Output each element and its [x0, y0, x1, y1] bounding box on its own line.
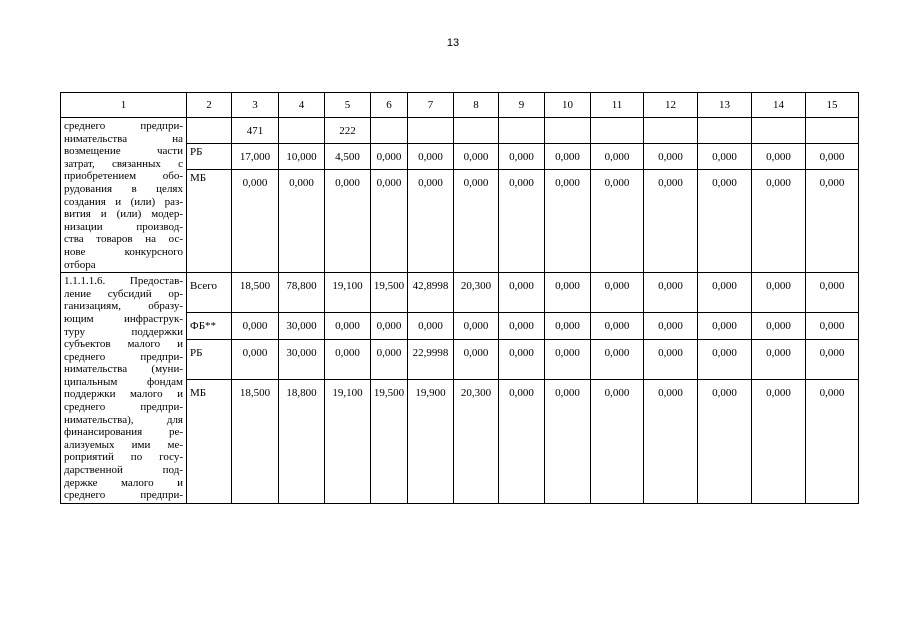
value-cell: 0,000 — [371, 144, 408, 170]
description-line: рудования в целях — [64, 182, 183, 195]
value-cell: 19,100 — [325, 273, 371, 313]
value-cell: 0,000 — [698, 273, 752, 313]
value-cell: 0,000 — [806, 273, 859, 313]
value-cell: 0,000 — [591, 170, 644, 273]
description-line: ление субсидий ор- — [64, 287, 183, 300]
value-cell: 0,000 — [752, 273, 806, 313]
description-line: держке малого и — [64, 476, 183, 489]
value-cell: 0,000 — [644, 340, 698, 380]
value-cell: 0,000 — [545, 380, 591, 504]
value-cell: 0,000 — [545, 170, 591, 273]
description-line: среднего предпри- — [64, 350, 183, 363]
value-cell: 222 — [325, 118, 371, 144]
table-row — [61, 118, 859, 144]
funding-source: МБ — [187, 380, 232, 504]
value-cell: 0,000 — [499, 170, 545, 273]
value-cell: 0,000 — [806, 170, 859, 273]
header-cell: 8 — [454, 93, 499, 118]
value-cell: 0,000 — [644, 273, 698, 313]
value-cell: 0,000 — [454, 144, 499, 170]
value-cell: 0,000 — [232, 313, 279, 340]
value-cell: 0,000 — [698, 170, 752, 273]
value-cell: 0,000 — [545, 340, 591, 380]
funding-source — [187, 118, 232, 144]
value-cell: 0,000 — [232, 170, 279, 273]
value-cell: 18,500 — [232, 273, 279, 313]
funding-source: МБ — [187, 170, 232, 273]
value-cell: 0,000 — [591, 313, 644, 340]
value-cell: 0,000 — [644, 380, 698, 504]
header-cell: 3 — [232, 93, 279, 118]
value-cell: 22,9998 — [408, 340, 454, 380]
header-cell: 10 — [545, 93, 591, 118]
measure-description — [61, 118, 187, 273]
description-line: ющим инфраструк- — [64, 312, 183, 325]
description-line: поддержки малого и — [64, 388, 183, 401]
value-cell: 0,000 — [591, 380, 644, 504]
header-cell: 2 — [187, 93, 232, 118]
value-cell: 0,000 — [499, 273, 545, 313]
description-line: среднего предпри- — [64, 120, 183, 132]
value-cell: 4,500 — [325, 144, 371, 170]
value-cell: 19,500 — [371, 380, 408, 504]
header-cell: 14 — [752, 93, 806, 118]
value-cell: 0,000 — [408, 313, 454, 340]
description-line: ализуемых ими ме- — [64, 438, 183, 451]
value-cell: 0,000 — [698, 313, 752, 340]
header-cell: 12 — [644, 93, 698, 118]
value-cell: 0,000 — [752, 313, 806, 340]
description-line: ципальным фондам — [64, 375, 183, 388]
value-cell: 0,000 — [279, 170, 325, 273]
value-cell: 0,000 — [499, 340, 545, 380]
description-line: среднего предпри- — [64, 489, 183, 502]
description-line: нимательства (муни- — [64, 363, 183, 376]
value-cell: 20,300 — [454, 273, 499, 313]
header-row — [61, 93, 859, 118]
value-cell: 0,000 — [698, 340, 752, 380]
description-line: 1.1.1.1.6. Предостав- — [64, 275, 183, 288]
value-cell — [279, 118, 325, 144]
budget-table — [60, 92, 859, 504]
funding-source: РБ — [187, 144, 232, 170]
value-cell: 0,000 — [752, 144, 806, 170]
value-cell: 17,000 — [232, 144, 279, 170]
value-cell: 0,000 — [232, 340, 279, 380]
value-cell — [454, 118, 499, 144]
value-cell: 0,000 — [325, 170, 371, 273]
header-cell: 11 — [591, 93, 644, 118]
value-cell: 78,800 — [279, 273, 325, 313]
description-line: нове конкурсного — [64, 245, 183, 258]
header-cell: 9 — [499, 93, 545, 118]
value-cell: 0,000 — [454, 313, 499, 340]
header-cell: 5 — [325, 93, 371, 118]
value-cell: 0,000 — [591, 340, 644, 380]
value-cell: 0,000 — [371, 170, 408, 273]
value-cell: 0,000 — [698, 144, 752, 170]
value-cell — [408, 118, 454, 144]
value-cell: 10,000 — [279, 144, 325, 170]
value-cell: 0,000 — [752, 170, 806, 273]
value-cell: 0,000 — [806, 380, 859, 504]
value-cell: 0,000 — [545, 313, 591, 340]
header-cell: 15 — [806, 93, 859, 118]
value-cell: 30,000 — [279, 340, 325, 380]
value-cell: 18,500 — [232, 380, 279, 504]
description-line: среднего предпри- — [64, 401, 183, 414]
description-line: нимательства), для — [64, 413, 183, 426]
value-cell: 20,300 — [454, 380, 499, 504]
value-cell: 0,000 — [371, 313, 408, 340]
value-cell: 0,000 — [644, 170, 698, 273]
description-line: нимательства на — [64, 132, 183, 145]
measure-description — [61, 273, 187, 504]
value-cell — [591, 118, 644, 144]
value-cell: 0,000 — [545, 273, 591, 313]
description-line: создания и (или) раз- — [64, 195, 183, 208]
value-cell: 19,900 — [408, 380, 454, 504]
description-line: возмещение части — [64, 145, 183, 158]
value-cell — [806, 118, 859, 144]
value-cell — [752, 118, 806, 144]
header-cell: 6 — [371, 93, 408, 118]
description-line: финансирования ре- — [64, 426, 183, 439]
value-cell: 0,000 — [499, 380, 545, 504]
value-cell: 0,000 — [806, 340, 859, 380]
description-line: вития и (или) модер- — [64, 208, 183, 221]
value-cell: 30,000 — [279, 313, 325, 340]
value-cell — [698, 118, 752, 144]
value-cell: 0,000 — [325, 340, 371, 380]
value-cell: 0,000 — [591, 273, 644, 313]
value-cell: 0,000 — [806, 144, 859, 170]
value-cell — [644, 118, 698, 144]
value-cell: 0,000 — [499, 144, 545, 170]
value-cell — [371, 118, 408, 144]
funding-source: РБ — [187, 340, 232, 380]
value-cell: 18,800 — [279, 380, 325, 504]
value-cell: 0,000 — [644, 144, 698, 170]
description-line: ганизациям, образу- — [64, 300, 183, 313]
table-row — [61, 273, 859, 313]
value-cell — [499, 118, 545, 144]
value-cell: 0,000 — [371, 340, 408, 380]
value-cell: 0,000 — [454, 340, 499, 380]
value-cell: 19,500 — [371, 273, 408, 313]
value-cell: 0,000 — [325, 313, 371, 340]
value-cell: 0,000 — [752, 340, 806, 380]
header-cell: 4 — [279, 93, 325, 118]
description-line: роприятий по госу- — [64, 451, 183, 464]
value-cell: 19,100 — [325, 380, 371, 504]
header-cell: 7 — [408, 93, 454, 118]
value-cell: 0,000 — [408, 144, 454, 170]
value-cell — [545, 118, 591, 144]
header-cell: 1 — [61, 93, 187, 118]
description-line: низации производ- — [64, 220, 183, 233]
description-line: туру поддержки — [64, 325, 183, 338]
description-line: приобретением обо- — [64, 170, 183, 183]
value-cell: 471 — [232, 118, 279, 144]
funding-source: Всего — [187, 273, 232, 313]
value-cell: 0,000 — [806, 313, 859, 340]
value-cell: 0,000 — [408, 170, 454, 273]
description-line: затрат, связанных с — [64, 157, 183, 170]
value-cell: 42,8998 — [408, 273, 454, 313]
value-cell: 0,000 — [752, 380, 806, 504]
page-number: 13 — [446, 37, 460, 49]
description-line: субъектов малого и — [64, 338, 183, 351]
value-cell: 0,000 — [644, 313, 698, 340]
description-line: ства товаров на ос- — [64, 233, 183, 246]
description-line: отбора — [64, 258, 96, 271]
value-cell: 0,000 — [499, 313, 545, 340]
value-cell: 0,000 — [591, 144, 644, 170]
value-cell: 0,000 — [698, 380, 752, 504]
funding-source: ФБ** — [187, 313, 232, 340]
description-line: дарственной под- — [64, 464, 183, 477]
value-cell: 0,000 — [454, 170, 499, 273]
header-cell: 13 — [698, 93, 752, 118]
value-cell: 0,000 — [545, 144, 591, 170]
